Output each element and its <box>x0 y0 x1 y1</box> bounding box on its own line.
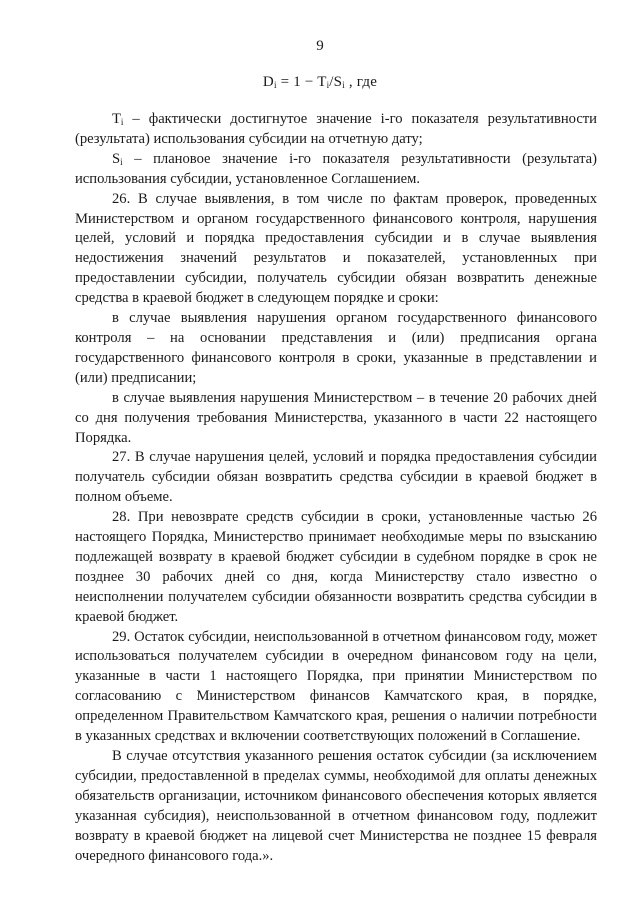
paragraph-s-definition <box>75 150 597 190</box>
symbol-t-subscript: i <box>120 117 124 127</box>
symbol-s-subscript: i <box>120 156 123 167</box>
symbol-s: S <box>112 150 121 167</box>
formula-tail: , где <box>344 74 378 90</box>
formula-s-subscript: i <box>342 80 345 90</box>
paragraph-29-no-decision: В случае отсутствия указанного решения остаток субсидии (за исключением субсидии, предоставленной в пределах суммы, необходимой для оплаты денежных обязательств организации, источником финансового обеспечения которых является указанная субсидия), неиспользованной в отчетном финансовом году, подлежит возврату в краевой бюджет на лицевой счет Министерства не позднее 15 февраля очередного финансового года.». <box>75 748 597 864</box>
formula-t-subscript: i <box>326 80 330 90</box>
formula <box>0 74 640 91</box>
paragraph-text: – фактически достигнутое значение i-го показателя результативности (результата) использования субсидии на отчетную дату; <box>75 111 597 147</box>
page-number: 9 <box>316 38 324 54</box>
formula-slash: /S <box>329 74 343 90</box>
paragraph-28: 28. При невозврате средств субсидии в сроки, установленные частью 26 настоящего Порядка, Министерство принимает необходимые меры по взысканию подлежащей возврату в краевой бюджет субсидии в судебном порядке в срок не позднее 30 рабочих дней со дня, когда Министерству стало известно о неисполнении получателем субсидии обязанности возвратить средства субсидии в краевой бюджет. <box>75 509 597 625</box>
paragraph-27: 27. В случае нарушения целей, условий и порядка предоставления субсидии получатель субсидии обязан возвратить средства субсидии в краевой бюджет в полном объеме. <box>75 449 597 506</box>
paragraph-26-ministry: в случае выявления нарушения Министерством – в течение 20 рабочих дней со дня получения требования Министерства, указанного в части 22 настоящего Порядка. <box>75 389 597 446</box>
paragraph-29: 29. Остаток субсидии, неиспользованной в отчетном финансовом году, может использоваться получателем субсидии в очередном финансовом году на цели, указанные в части 1 настоящего Порядка, при принятии Министерством по согласованию с Министерством финансов Камчатского края, в порядке, определенном Правительством Камчатского края, решения о наличии потребности в указанных средствах и включении соответствующих положений в Соглашение. <box>75 628 597 745</box>
paragraph-text: – плановое значение i-го показателя результативности (результата) использования субсидии, установленное Соглашением. <box>75 150 597 187</box>
document-body <box>75 110 597 866</box>
formula-equals: = 1 − T <box>276 74 327 90</box>
paragraph-26: 26. В случае выявления, в том числе по фактам проверок, проведенных Министерством и органом государственного финансового контроля, нарушения целей, условий и порядка предоставления субсидии и в случае выявления недостижения значений результатов и показателей, установленных при предоставлении субсидии, получатель субсидии обязан возвратить денежные средства в краевой бюджет в следующем порядке и сроки: <box>75 190 597 307</box>
symbol-t: T <box>112 111 121 127</box>
formula-lhs-subscript: i <box>273 80 277 90</box>
paragraph-26-financial-control: в случае выявления нарушения органом государственного финансового контроля – на основании представления и (или) предписания органа государственного финансового контроля в сроки, указанные в представлении и (или) предписании; <box>75 310 597 386</box>
paragraph-t-definition <box>75 110 597 150</box>
formula-lhs: D <box>262 74 274 90</box>
